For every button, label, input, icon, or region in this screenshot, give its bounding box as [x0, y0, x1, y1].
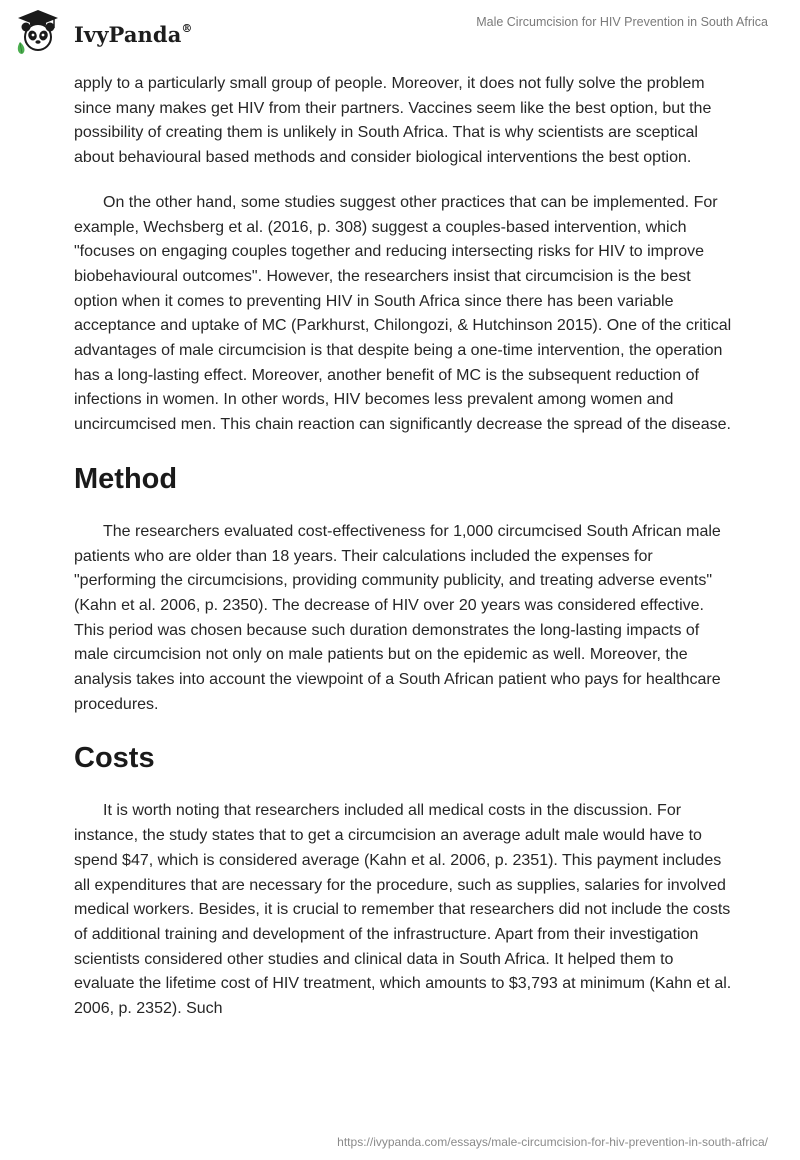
paragraph-intro-continued: apply to a particularly small group of people. Moreover, it does not fully solve the problem since many makes get HIV from their partners. Vaccines seem like the best option, but the possibility of creating them is unlikely in South Africa. That is why scientists are sceptical about behavioural based methods and consider biological interventions the best option. — [74, 75, 712, 167]
paragraph-other-practices: On the other hand, some studies suggest other practices that can be implemented. For example, Wechsberg et al. (2016, p. 308) suggest a couples-based intervention, which "focuses on engaging couples together and reducing intersecting risks for HIV to improve biobehavioural outcomes". However, the researchers insist that circumcision is the best option when it comes to preventing HIV in South Africa since there has been variable acceptance and uptake of MC (Parkhurst, Chilongozi, & Hutchinson 2015). One of the critical advantages of male circumcision is that despite being a one-time intervention, the operation has a long-lasting effect. Moreover, another benefit of MC is the subsequent reduction of infections in women. In other words, HIV becomes less prevalent among women and uncircumcised men. This chain reaction can significantly decrease the spread of the disease. — [74, 193, 732, 434]
costs-heading: Costs — [74, 742, 155, 775]
brand-name[interactable] — [74, 22, 193, 47]
page-header — [0, 0, 800, 70]
method-heading: Method — [74, 462, 178, 495]
essay-content — [74, 72, 734, 1022]
registered-mark: ® — [181, 22, 193, 35]
costs-paragraph: It is worth noting that researchers included all medical costs in the discussion. For instance, the study states that to get a circumcision an average adult male would have to spend $47, which is considered average (Kahn et al. 2006, p. 2351). This payment includes all expenditures that are necessary for the procedure, such as supplies, salaries for involved medical workers. Besides, it is crucial to remember that researchers did not include the costs of additional training and development of the infrastructure. Apart from their investigation scientists considered other studies and clinical data in South Africa. It helped them to evaluate the lifetime cost of HIV treatment, which amounts to $3,793 at minimum (Kahn et al. 2006, p. 2352). Such — [74, 802, 732, 1018]
panda-graduate-logo-icon — [14, 8, 62, 56]
document-title: Male Circumcision for HIV Prevention in South Africa — [476, 15, 768, 29]
source-url[interactable]: https://ivypanda.com/essays/male-circumcision-for-hiv-prevention-in-south-africa/ — [337, 1135, 768, 1149]
brand-text: IvyPanda — [74, 22, 182, 47]
method-paragraph: The researchers evaluated cost-effectiveness for 1,000 circumcised South African male patients who are older than 18 years. Their calculations included the expenses for "performing the circumcisions, providing community publicity, and treating adverse events" (Kahn et al. 2006, p. 2350). The decrease of HIV over 20 years was considered effective. This period was chosen because such duration demonstrates the long-lasting impacts of male circumcision not only on male patients but on the epidemic as well. Moreover, the analysis takes into account the viewpoint of a South African patient who pays for healthcare procedures. — [74, 522, 721, 713]
